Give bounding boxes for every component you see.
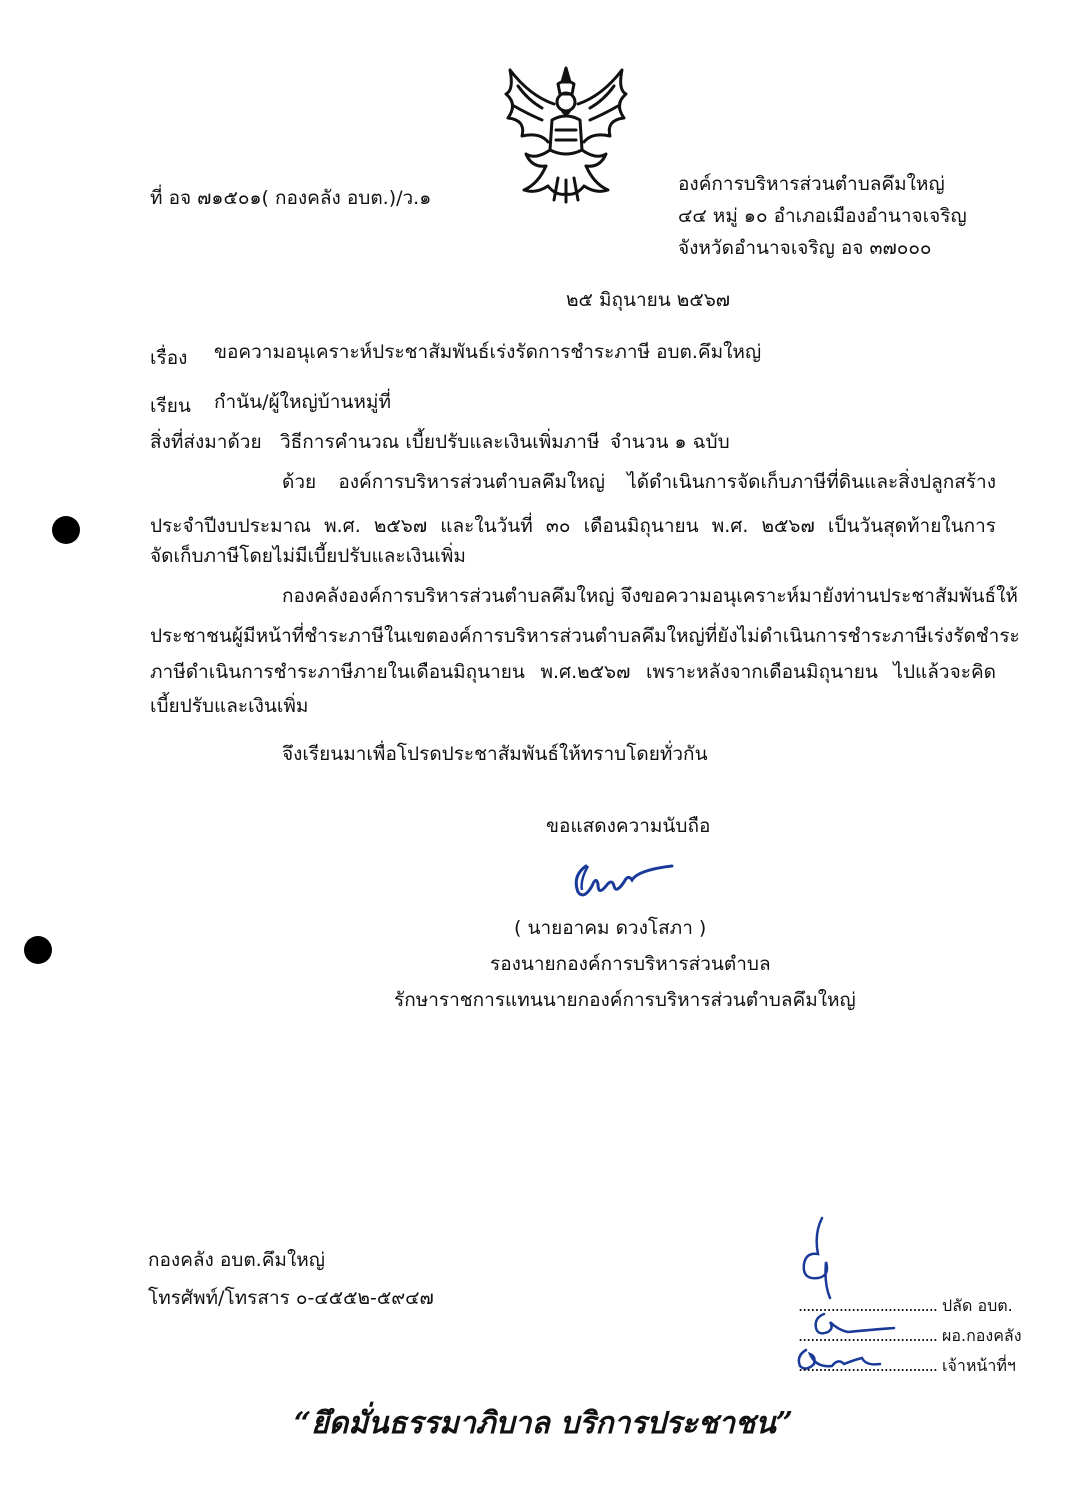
initial-row <box>798 1294 1013 1319</box>
initial-role: ปลัด อบต. <box>942 1296 1013 1315</box>
enclosure-count: จำนวน ๑ ฉบับ <box>610 431 730 453</box>
paragraph2-line: กองคลังองค์การบริหารส่วนตำบลคึมใหญ่ จึงขอความอนุเคราะห์มายังท่านประชาสัมพันธ์ให้ <box>282 585 1018 607</box>
initial-signature-icon <box>796 1214 856 1304</box>
footer-phone: โทรศัพท์/โทรสาร ๐-๔๕๕๒-๕๙๔๗ <box>148 1287 434 1309</box>
subject-label: เรื่อง <box>150 347 188 369</box>
sender-address-line1: ๔๔ หมู่ ๑๐ อำเภอเมืองอำนาจเจริญ <box>678 205 967 227</box>
recipient-label: เรียน <box>150 395 191 417</box>
closing: ขอแสดงความนับถือ <box>546 815 711 837</box>
initial-row <box>798 1324 1022 1349</box>
paragraph2-line: ภาษีดำเนินการชำระภาษีภายในเดือนมิถุนายน พ.ศ.๒๕๖๗ เพราะหลังจากเดือนมิถุนายน ไปแล้วจะคิด <box>150 661 996 683</box>
paragraph1-line: จัดเก็บภาษีโดยไม่มีเบี้ยปรับและเงินเพิ่ม <box>150 545 466 567</box>
punch-hole <box>52 516 80 544</box>
paragraph1-line: ด้วย องค์การบริหารส่วนตำบลคึมใหญ่ ได้ดำเนินการจัดเก็บภาษีที่ดินและสิ่งปลูกสร้าง <box>282 471 996 493</box>
reference-number: ที่ อจ ๗๑๕๐๑( กองคลัง อบต.)/ว.๑ <box>150 187 432 209</box>
paragraph2-line: เบี้ยปรับและเงินเพิ่ม <box>150 695 309 717</box>
enclosure-label: สิ่งที่ส่งมาด้วย <box>150 431 262 453</box>
enclosure-text: วิธีการคำนวณ เบี้ยปรับและเงินเพิ่มภาษี <box>280 431 600 453</box>
motto: “ยึดมั่นธรรมาภิบาล บริการประชาชน” <box>293 1406 794 1441</box>
sender-address-line2: จังหวัดอำนาจเจริญ อจ ๓๗๐๐๐ <box>678 237 932 259</box>
initial-role: ผอ.กองคลัง <box>942 1326 1022 1345</box>
recipient-text: กำนัน/ผู้ใหญ่บ้านหมู่ที่ <box>214 391 391 413</box>
signature-icon <box>568 856 678 906</box>
initial-dots: .................................. <box>798 1326 937 1345</box>
paragraph2-line: ประชาชนผู้มีหน้าที่ชำระภาษีในเขตองค์การบริหารส่วนตำบลคึมใหญ่ที่ยังไม่ดำเนินการชำระภาษีเร่งรัดชำระ <box>150 625 1020 647</box>
garuda-emblem-icon <box>496 60 636 210</box>
paragraph3: จึงเรียนมาเพื่อโปรดประชาสัมพันธ์ให้ทราบโดยทั่วกัน <box>282 743 708 765</box>
initial-role: เจ้าหน้าที่ฯ <box>942 1356 1016 1375</box>
signer-title1: รองนายกองค์การบริหารส่วนตำบล <box>490 953 771 975</box>
footer-dept: กองคลัง อบต.คึมใหญ่ <box>148 1249 325 1271</box>
initial-dots: .................................. <box>798 1296 937 1315</box>
letter-date: ๒๕ มิถุนายน ๒๕๖๗ <box>566 289 731 311</box>
signer-title2: รักษาราชการแทนนายกองค์การบริหารส่วนตำบลคึมใหญ่ <box>394 989 856 1011</box>
paragraph1-line: ประจำปีงบประมาณ พ.ศ. ๒๕๖๗ และในวันที่ ๓๐ เดือนมิถุนายน พ.ศ. ๒๕๖๗ เป็นวันสุดท้ายในการ <box>150 515 996 537</box>
sender-org: องค์การบริหารส่วนตำบลคึมใหญ่ <box>678 173 945 195</box>
subject-text: ขอความอนุเคราะห์ประชาสัมพันธ์เร่งรัดการชำระภาษี อบต.คึมใหญ่ <box>214 341 762 363</box>
signer-name: ( นายอาคม ดวงโสภา ) <box>514 917 707 939</box>
initial-row <box>798 1354 1016 1379</box>
punch-hole <box>24 936 52 964</box>
initial-dots: .................................. <box>798 1356 937 1375</box>
